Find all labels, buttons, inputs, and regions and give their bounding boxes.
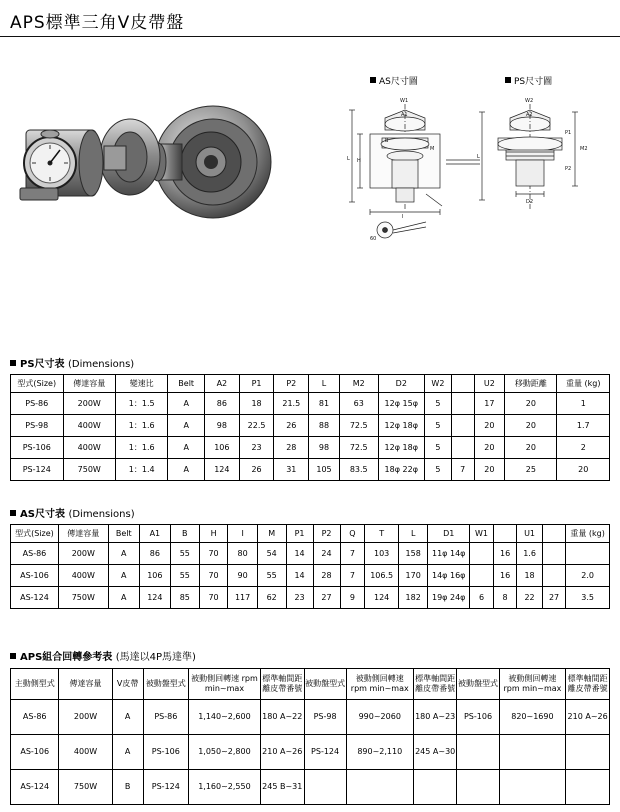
col-size: 型式(Size) [11,375,64,393]
col-ratio: 變速比 [116,375,168,393]
cell-q: 9 [340,587,365,609]
cell-l: 170 [399,565,428,587]
svg-text:A2: A2 [526,112,533,118]
cell-w1b: 16 [493,565,516,587]
cell-d1: 19φ 24φ [428,587,470,609]
cell-capacity: 200W [63,393,116,415]
cell-h: 70 [199,543,228,565]
cell-rpm-2: 990~2060 [346,700,413,735]
col-w2a: W2 [425,375,452,393]
cell-rpm-3: 820~1690 [499,700,566,735]
ps-dimensions-table [10,374,610,481]
cell-p2: 24 [313,543,340,565]
cell-p2: 26 [274,415,309,437]
ps-section-heading: PS尺寸表 (Dimensions) [10,355,134,370]
cell-capacity: 750W [63,459,116,481]
col-driven-type-3: 被動盤型式 [457,669,499,700]
svg-text:M: M [430,146,435,152]
col-belt: Belt [108,525,139,543]
cell-l: 182 [399,587,428,609]
cell-p1: 18 [239,393,274,415]
cell-p2: 21.5 [274,393,309,415]
col-b: B [170,525,199,543]
col-rpm-3: 被動側回轉速 rpm min~max [499,669,566,700]
cell-belt: A [112,700,143,735]
cell-weight: 3.5 [566,587,610,609]
cell-drive-type: AS-86 [11,700,59,735]
as-dimensions-table [10,524,610,609]
col-p2: P2 [274,375,309,393]
cell-drive-type: AS-106 [11,735,59,770]
cell-capacity: 750W [58,587,108,609]
table-row [11,543,610,565]
cell-capacity: 400W [63,415,116,437]
cell-belt: A [168,415,205,437]
cell-ratio: 1：1.6 [116,437,168,459]
cell-belt: A [168,437,205,459]
cell-w1b: 8 [493,587,516,609]
col-belt-no-2: 標準軸間距離皮帶番號 [413,669,457,700]
col-u2: U2 [474,375,505,393]
col-p2: P2 [313,525,340,543]
cell-w2b [451,437,474,459]
col-weight: 重量 (kg) [566,525,610,543]
cell-w1a: 6 [470,587,494,609]
cell-rpm-2: 890~2,110 [346,735,413,770]
cell-w2a: 5 [425,437,452,459]
cell-rpm-1: 1,140~2,600 [188,700,260,735]
col-move-distance: 移動距離 [505,375,557,393]
cell-u2: 17 [474,393,505,415]
cell-w2a: 5 [425,415,452,437]
cell-l: 81 [309,393,340,415]
cell-u1b: 27 [542,587,565,609]
cell-u1b [542,543,565,565]
cell-size: PS-98 [11,415,64,437]
cell-weight [566,543,610,565]
bullet-square [10,653,16,659]
cell-b: 55 [170,565,199,587]
cell-l: 105 [309,459,340,481]
cell-rpm-3 [499,770,566,805]
cell-p1: 26 [239,459,274,481]
cell-rpm-2 [346,770,413,805]
bullet-square [10,360,16,366]
title-divider [0,36,620,37]
cell-rpm-3 [499,735,566,770]
cell-t: 103 [365,543,399,565]
cell-driven-type-2: PS-124 [304,735,346,770]
cell-move: 20 [505,415,557,437]
col-t: T [365,525,399,543]
cell-capacity: 400W [63,437,116,459]
cell-w2b [451,415,474,437]
cell-u2: 20 [474,415,505,437]
col-driven-type-2: 被動盤型式 [304,669,346,700]
cell-p1: 23 [239,437,274,459]
table-header-row [11,375,610,393]
cell-belt-no-3 [566,735,610,770]
col-weight: 重量 (kg) [557,375,610,393]
cell-ratio: 1：1.5 [116,393,168,415]
technical-drawings [330,60,615,310]
svg-text:B: B [385,138,389,144]
cell-p1: 22.5 [239,415,274,437]
svg-text:W1: W1 [400,98,409,104]
col-drive-type: 主動側型式 [11,669,59,700]
col-q: Q [340,525,365,543]
col-h: H [199,525,228,543]
cell-u1: 1.6 [517,543,543,565]
cell-size: AS-124 [11,587,59,609]
cell-size: AS-106 [11,565,59,587]
cell-d2: 12φ 18φ [378,437,424,459]
cell-size: PS-86 [11,393,64,415]
cell-l: 88 [309,415,340,437]
table-header-row [11,525,610,543]
cell-m2: 72.5 [339,415,378,437]
svg-text:P2: P2 [565,166,572,172]
cell-driven-type-3 [457,770,499,805]
col-rpm-2: 被動側回轉速 rpm min~max [346,669,413,700]
svg-text:H: H [357,158,361,164]
col-a1: A1 [139,525,170,543]
cell-p1: 14 [286,565,313,587]
cell-move: 20 [505,437,557,459]
cell-q: 7 [340,565,365,587]
cell-belt-no-2: 245 A~30 [413,735,457,770]
col-driven-type-1: 被動盤型式 [143,669,188,700]
table-row [11,459,610,481]
cell-weight: 2 [557,437,610,459]
cell-a2: 124 [205,459,240,481]
cell-belt-no-3 [566,770,610,805]
cell-l: 98 [309,437,340,459]
cell-m: 62 [257,587,286,609]
bullet-square [370,77,376,83]
combo-section-heading: APS組合回轉參考表 (馬達以4P馬達準) [10,648,196,663]
bullet-square [10,510,16,516]
cell-m2: 83.5 [339,459,378,481]
cell-capacity: 400W [59,735,112,770]
cell-driven-type-1: PS-124 [143,770,188,805]
cell-belt: A [112,735,143,770]
cell-belt: A [108,565,139,587]
cell-p1: 14 [286,543,313,565]
cell-weight: 20 [557,459,610,481]
svg-text:L: L [477,154,480,160]
as-drawing-caption: AS尺寸圖 [370,74,418,87]
col-belt: Belt [168,375,205,393]
cell-belt-no-1: 210 A~26 [260,735,304,770]
col-u1: U1 [517,525,543,543]
col-belt: V皮帶 [112,669,143,700]
cell-u1: 18 [517,565,543,587]
cell-capacity: 200W [59,700,112,735]
cell-driven-type-2: PS-98 [304,700,346,735]
col-l: L [399,525,428,543]
cell-driven-type-3 [457,735,499,770]
cell-b: 85 [170,587,199,609]
product-photo [8,100,298,230]
cell-p2: 27 [313,587,340,609]
svg-text:P1: P1 [565,130,572,136]
cell-i: 90 [228,565,257,587]
col-rpm-1: 被動側回轉速 rpm min~max [188,669,260,700]
combination-rpm-table [10,668,610,805]
svg-text:M2: M2 [580,146,588,152]
page-title: APS標準三角V皮帶盤 [10,13,185,33]
cell-driven-type-1: PS-106 [143,735,188,770]
cell-p2: 28 [274,437,309,459]
cell-a1: 124 [139,587,170,609]
cell-w2a: 5 [425,393,452,415]
cell-driven-type-2 [304,770,346,805]
cell-a2: 86 [205,393,240,415]
cell-h: 70 [199,565,228,587]
cell-move: 25 [505,459,557,481]
as-section-heading: AS尺寸表 (Dimensions) [10,505,135,520]
cell-d1: 14φ 16φ [428,565,470,587]
cell-driven-type-3: PS-106 [457,700,499,735]
cell-u2: 20 [474,459,505,481]
col-l: L [309,375,340,393]
cell-w2b: 7 [451,459,474,481]
table-row [11,415,610,437]
col-size: 型式(Size) [11,525,59,543]
cell-i: 80 [228,543,257,565]
table-row [11,565,610,587]
cell-d1: 11φ 14φ [428,543,470,565]
table-row [11,700,610,735]
cell-p1: 23 [286,587,313,609]
cell-driven-type-1: PS-86 [143,700,188,735]
col-p1: P1 [239,375,274,393]
svg-text:D2: D2 [526,199,534,205]
col-w1: W1 [470,525,494,543]
col-belt-no-3: 標準軸間距離皮帶番號 [566,669,610,700]
table-header-row [11,669,610,700]
cell-drive-type: AS-124 [11,770,59,805]
cell-belt: A [108,543,139,565]
cell-w2a: 5 [425,459,452,481]
cell-d2: 12φ 15φ [378,393,424,415]
cell-h: 70 [199,587,228,609]
svg-text:A1: A1 [401,112,408,118]
cell-size: PS-124 [11,459,64,481]
cell-weight: 1 [557,393,610,415]
cell-l: 158 [399,543,428,565]
col-capacity: 傳達容量 [59,669,112,700]
table-row [11,770,610,805]
cell-a2: 98 [205,415,240,437]
cell-belt: A [168,459,205,481]
table-row [11,393,610,415]
cell-capacity: 400W [58,565,108,587]
col-p1: P1 [286,525,313,543]
col-w2b [451,375,474,393]
cell-capacity: 200W [58,543,108,565]
cell-u1: 22 [517,587,543,609]
cell-belt-no-2: 180 A~23 [413,700,457,735]
cell-capacity: 750W [59,770,112,805]
col-d2: D2 [378,375,424,393]
col-m: M [257,525,286,543]
cell-u2: 20 [474,437,505,459]
cell-p2: 31 [274,459,309,481]
cell-w1b: 16 [493,543,516,565]
cell-b: 55 [170,543,199,565]
col-capacity: 傳達容量 [63,375,116,393]
cell-i: 117 [228,587,257,609]
cell-rpm-1: 1,050~2,800 [188,735,260,770]
cell-move: 20 [505,393,557,415]
cell-belt: A [108,587,139,609]
col-d1: D1 [428,525,470,543]
cell-m: 55 [257,565,286,587]
cell-size: AS-86 [11,543,59,565]
cell-belt-no-1: 245 B~31 [260,770,304,805]
cell-belt-no-1: 180 A~22 [260,700,304,735]
cell-u1b [542,565,565,587]
cell-rpm-1: 1,160~2,550 [188,770,260,805]
cell-m2: 63 [339,393,378,415]
table-row [11,587,610,609]
cell-t: 124 [365,587,399,609]
cell-d2: 18φ 22φ [378,459,424,481]
cell-ratio: 1：1.6 [116,415,168,437]
col-w1b [493,525,516,543]
cell-belt: A [168,393,205,415]
cell-a1: 86 [139,543,170,565]
cell-d2: 12φ 18φ [378,415,424,437]
svg-text:L: L [347,156,350,162]
col-a2: A2 [205,375,240,393]
svg-text:60: 60 [370,236,377,242]
cell-q: 7 [340,543,365,565]
col-u1b [542,525,565,543]
table-row [11,437,610,459]
col-capacity: 傳達容量 [58,525,108,543]
col-i: I [228,525,257,543]
cell-w1a [470,543,494,565]
cell-m2: 72.5 [339,437,378,459]
cell-w1a [470,565,494,587]
svg-text:I: I [402,214,404,220]
cell-weight: 1.7 [557,415,610,437]
cell-p2: 28 [313,565,340,587]
cell-belt: B [112,770,143,805]
bullet-square [505,77,511,83]
cell-w2b [451,393,474,415]
cell-size: PS-106 [11,437,64,459]
cell-weight: 2.0 [566,565,610,587]
cell-belt-no-2 [413,770,457,805]
cell-ratio: 1：1.4 [116,459,168,481]
col-m2: M2 [339,375,378,393]
cell-t: 106.5 [365,565,399,587]
table-row [11,735,610,770]
cell-a2: 106 [205,437,240,459]
cell-m: 54 [257,543,286,565]
cell-belt-no-3: 210 A~26 [566,700,610,735]
ps-drawing-caption: PS尺寸圖 [505,74,552,87]
cell-a1: 106 [139,565,170,587]
col-belt-no-1: 標準軸間距離皮帶番號 [260,669,304,700]
svg-text:W2: W2 [525,98,534,104]
